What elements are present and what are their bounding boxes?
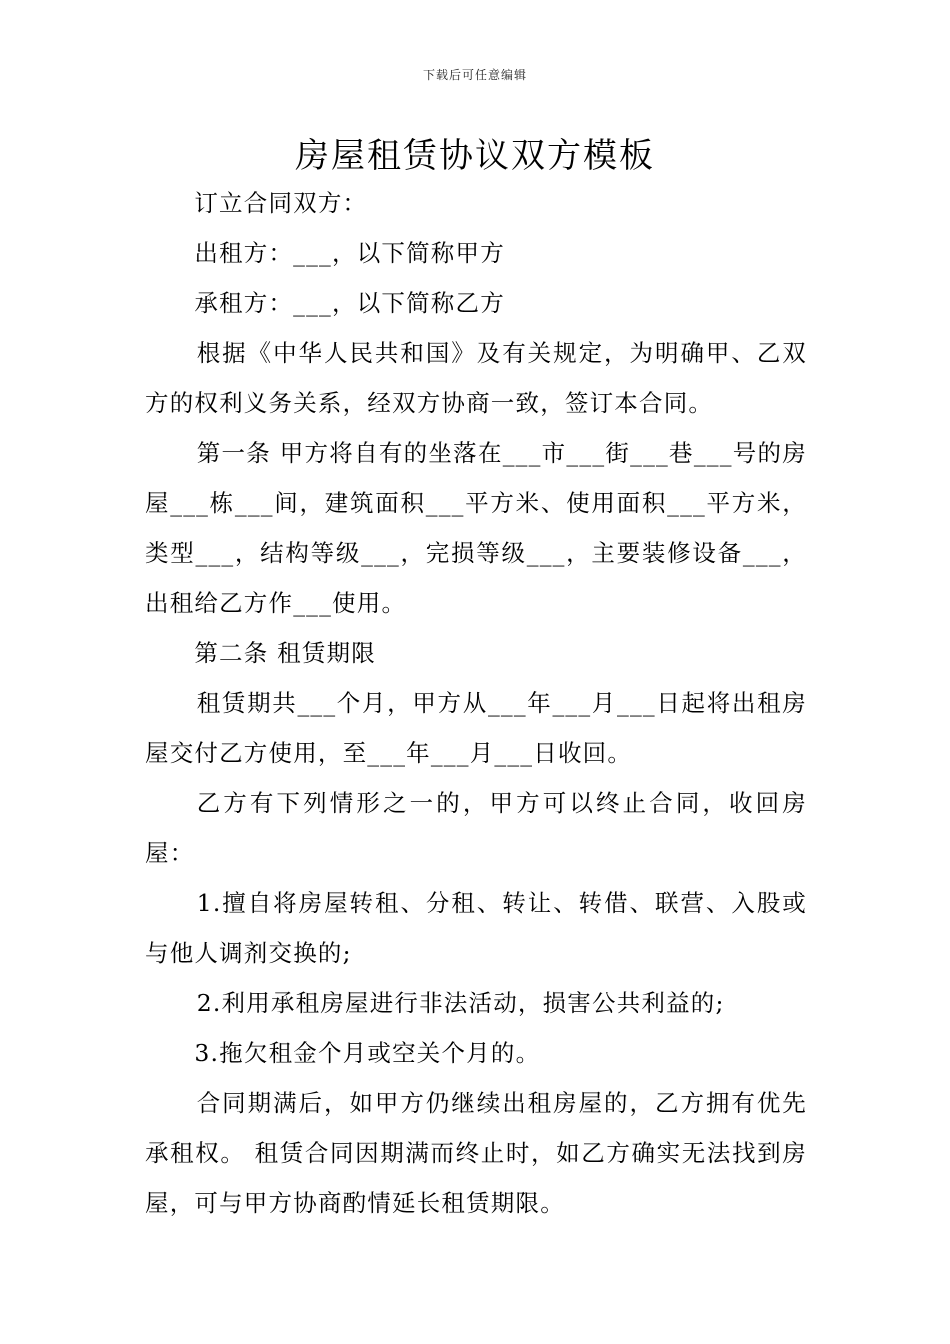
paragraph-termination-conditions: 乙方有下列情形之一的，甲方可以终止合同，收回房屋： xyxy=(145,789,807,867)
paragraph-condition-2: 2.利用承租房屋进行非法活动，损害公共利益的; xyxy=(196,989,725,1017)
paragraph-condition-1: 1.擅自将房屋转租、分租、转让、转借、联营、入股或与他人调剂交换的; xyxy=(145,889,807,967)
paragraph-lease-term: 租赁期共___个月，甲方从___年___月___日起将出租房屋交付乙方使用，至___年___月___日收回。 xyxy=(145,689,807,767)
document-body xyxy=(145,178,807,1228)
paragraph-basis: 根据《中华人民共和国》及有关规定，为明确甲、乙双方的权利义务关系，经双方协商一致，签订本合同。 xyxy=(145,339,807,417)
paragraph-lessor: 出租方：___，以下简称甲方 xyxy=(194,239,505,267)
paragraph-article-2-heading: 第二条 租赁期限 xyxy=(194,639,376,667)
paragraph-lessee: 承租方：___，以下简称乙方 xyxy=(194,289,505,317)
paragraph-condition-3: 3.拖欠租金个月或空关个月的。 xyxy=(194,1039,541,1067)
header-note: 下载后可任意编辑 xyxy=(422,68,527,82)
document-title: 房屋租赁协议双方模板 xyxy=(295,136,655,176)
paragraph-parties-intro: 订立合同双方： xyxy=(194,189,368,217)
paragraph-renewal: 合同期满后，如甲方仍继续出租房屋的，乙方拥有优先承租权。 租赁合同因期满而终止时，如乙方确实无法找到房屋，可与甲方协商酌情延长租赁期限。 xyxy=(145,1089,807,1217)
paragraph-article-1: 第一条 甲方将自有的坐落在___市___街___巷___号的房屋___栋___间，建筑面积___平方米、使用面积___平方米，类型___，结构等级___，完损等级___，主要装修设备___，出租给乙方作___使用。 xyxy=(145,439,807,617)
